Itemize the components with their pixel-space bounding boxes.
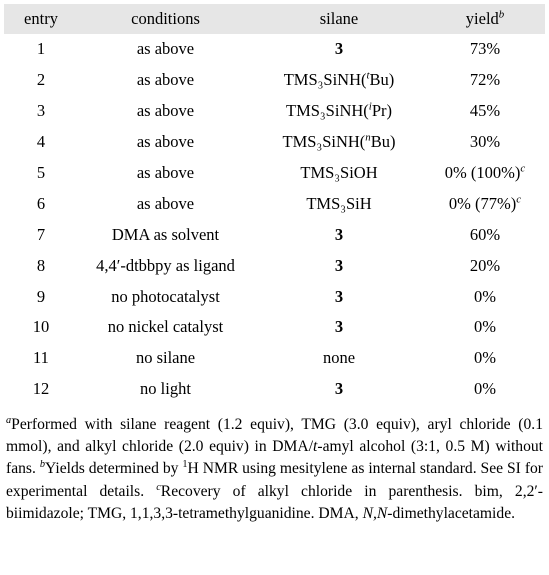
- yield-value: 45%: [469, 101, 501, 121]
- cell-entry: 5: [36, 163, 46, 182]
- cell-conditions: as above: [136, 70, 195, 90]
- cell-silane: [253, 219, 425, 250]
- cell-conditions: as above: [136, 101, 195, 121]
- silane-text: TMS₃SiNH(: [282, 132, 366, 152]
- cell-conditions: DMA as solvent: [111, 224, 220, 244]
- silane-text: none: [322, 348, 356, 368]
- yield-footnote-mark: c: [516, 193, 522, 206]
- cell-entry: 9: [36, 286, 46, 306]
- cell-silane: [253, 96, 425, 127]
- yield-value: 0%: [474, 379, 496, 399]
- cell-yield: [425, 219, 545, 250]
- silane-text-end: Bu): [369, 70, 395, 90]
- yield-value: 0% (100%): [444, 163, 521, 182]
- cell-yield: [425, 158, 545, 189]
- table-row: [4, 219, 545, 250]
- cell-silane: [253, 374, 425, 405]
- header-yield-footnote-mark: b: [498, 8, 505, 21]
- footnote-b-sup: 1: [182, 459, 188, 471]
- footnote-b-text: Yields determined by: [44, 460, 183, 478]
- table-row: [4, 188, 545, 219]
- table-row: [4, 127, 545, 158]
- table-row: [4, 374, 545, 405]
- silane-text: TMS₃SiNH(: [283, 70, 367, 90]
- yield-value: 0% (77%): [448, 193, 517, 213]
- cell-silane: [253, 34, 425, 65]
- yield-value: 0%: [474, 317, 496, 337]
- header-yield-label: yield: [465, 9, 499, 28]
- footnote-c-mark: c: [156, 481, 161, 493]
- yield-value: 72%: [469, 70, 501, 90]
- cell-entry: 11: [33, 348, 49, 368]
- cell-conditions: as above: [136, 39, 195, 59]
- silane-superscript: n: [365, 131, 371, 144]
- yield-value: 60%: [469, 224, 501, 244]
- silane-text: TMS₃SiNH(: [286, 101, 369, 121]
- silane-text: TMS₃SiH: [306, 193, 372, 213]
- header-yield: [425, 4, 545, 34]
- silane-text: TMS₃SiOH: [300, 163, 378, 182]
- cell-conditions: no light: [140, 379, 191, 399]
- silane-text: 3: [334, 286, 344, 306]
- yield-value: 30%: [469, 132, 501, 152]
- yield-value: 20%: [469, 255, 501, 275]
- table-body: [4, 34, 545, 405]
- silane-text-end: Pr): [371, 101, 392, 121]
- cell-entry: 10: [32, 317, 50, 337]
- cell-conditions: as above: [136, 163, 195, 182]
- yield-footnote-mark: c: [520, 162, 526, 175]
- cell-conditions: no photocatalyst: [111, 286, 220, 306]
- cell-silane: [253, 250, 425, 281]
- table-footnote: [6, 414, 543, 525]
- cell-silane: [253, 158, 425, 189]
- results-table: [4, 4, 545, 405]
- footnote-a-text2: -amyl alcohol (3:1, 0.5 M) without fans.: [6, 438, 543, 478]
- cell-yield: [425, 65, 545, 96]
- table-row: [4, 281, 545, 312]
- cell-entry: 3: [36, 101, 46, 121]
- table-row: [4, 250, 545, 281]
- cell-silane: [253, 65, 425, 96]
- footnote-c-italic: N,N: [362, 504, 388, 522]
- cell-silane: [253, 127, 425, 158]
- cell-conditions: no silane: [135, 348, 196, 368]
- silane-text: 3: [334, 317, 344, 337]
- cell-entry: 2: [36, 70, 46, 90]
- yield-value: 0%: [474, 286, 496, 306]
- cell-entry: 12: [32, 379, 50, 399]
- cell-yield: [425, 96, 545, 127]
- table-row: [4, 158, 545, 189]
- cell-silane: [253, 312, 425, 343]
- header-conditions: conditions: [78, 4, 253, 34]
- table-row: [4, 312, 545, 343]
- footnote-c-text: Recovery of alkyl chloride in parenthesis. bim, 2,2′-biimidazole; TMG, 1,1,3,3-tetramethylguanidine. DMA,: [6, 482, 543, 522]
- header-silane: silane: [253, 4, 425, 34]
- cell-yield: [425, 343, 545, 374]
- header-entry: entry: [4, 4, 78, 34]
- silane-text: 3: [334, 224, 344, 244]
- cell-entry: 1: [36, 39, 46, 59]
- silane-text: 3: [334, 255, 344, 275]
- silane-text: 3: [334, 39, 344, 59]
- cell-conditions: no nickel catalyst: [107, 317, 224, 337]
- yield-value: 73%: [469, 39, 501, 59]
- footnote-a-mark: a: [6, 414, 12, 426]
- cell-yield: [425, 127, 545, 158]
- silane-text: 3: [334, 379, 344, 399]
- cell-yield: [425, 374, 545, 405]
- cell-yield: [425, 188, 545, 219]
- cell-silane: [253, 281, 425, 312]
- yield-value: 0%: [474, 348, 496, 368]
- cell-yield: [425, 312, 545, 343]
- footnote-b-text2: H NMR using mesitylene as internal standard. See SI for experimental details.: [6, 460, 543, 500]
- cell-conditions: as above: [136, 193, 195, 213]
- footnote-a-text: Performed with silane reagent (1.2 equiv), TMG (3.0 equiv), aryl chloride (0.1 mmol), and alkyl chloride (2.0 equiv) in DMA/: [6, 416, 543, 456]
- cell-entry: 4: [36, 132, 46, 152]
- table-row: [4, 96, 545, 127]
- cell-entry: 7: [36, 224, 46, 244]
- silane-superscript: i: [368, 100, 372, 113]
- cell-conditions: 4,4′-dtbbpy as ligand: [96, 255, 235, 275]
- silane-superscript: t: [366, 69, 370, 82]
- cell-yield: [425, 250, 545, 281]
- cell-yield: [425, 34, 545, 65]
- table-row: [4, 343, 545, 374]
- cell-conditions: as above: [136, 132, 195, 152]
- cell-entry: 6: [36, 193, 46, 213]
- footnote-c-text2: -dimethylacetamide.: [387, 504, 516, 522]
- footnote-a-italic: t: [313, 438, 318, 456]
- silane-text-end: Bu): [370, 132, 396, 152]
- table-row: [4, 34, 545, 65]
- footnote-b-mark: b: [39, 459, 45, 471]
- cell-yield: [425, 281, 545, 312]
- table-header-row: [4, 4, 545, 34]
- cell-entry: 8: [36, 255, 46, 275]
- cell-silane: [253, 343, 425, 374]
- cell-silane: [253, 188, 425, 219]
- table-row: [4, 65, 545, 96]
